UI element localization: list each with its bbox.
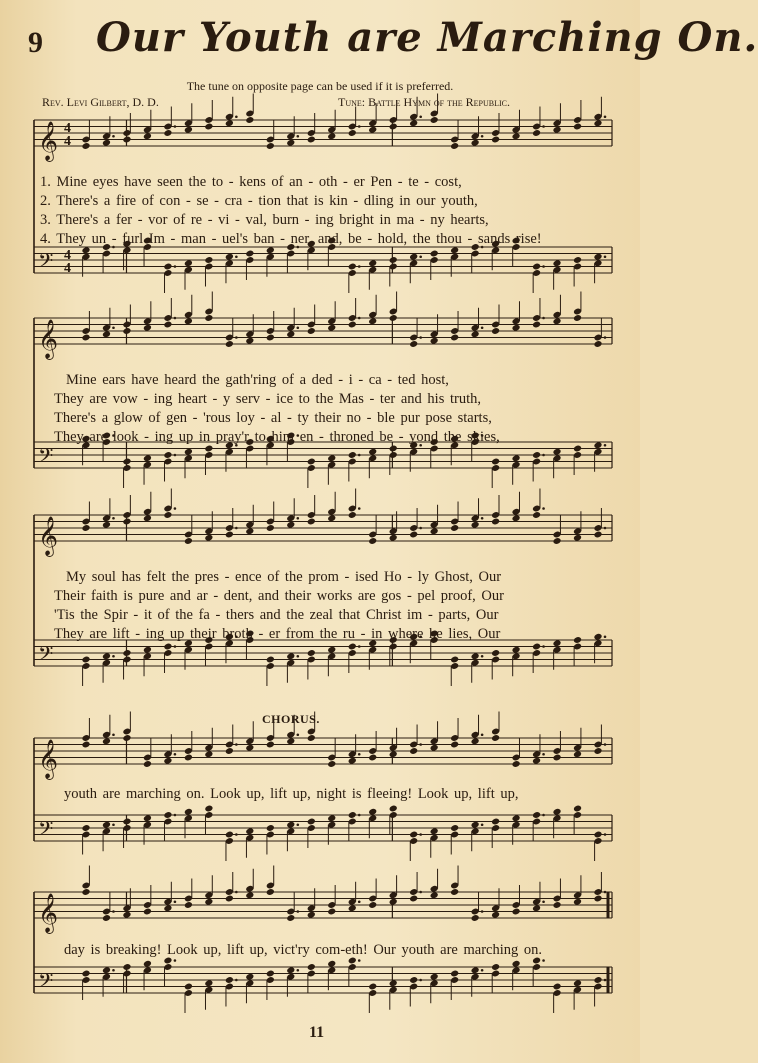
notehead — [389, 256, 398, 264]
notehead — [81, 970, 90, 978]
notehead — [348, 321, 357, 329]
notehead — [573, 256, 582, 264]
dot — [112, 969, 115, 972]
notehead — [532, 811, 541, 819]
notehead — [307, 818, 316, 826]
dot — [419, 891, 422, 894]
notehead — [368, 537, 377, 545]
dot — [419, 115, 422, 118]
notehead — [512, 908, 521, 916]
treble-clef-icon: 𝄞 — [38, 516, 59, 556]
dot — [542, 454, 545, 457]
notehead — [225, 340, 234, 348]
notehead — [143, 760, 152, 768]
notehead — [307, 649, 316, 657]
dot — [297, 910, 300, 913]
notehead — [307, 327, 316, 335]
notehead — [450, 970, 459, 978]
notehead — [348, 511, 357, 519]
treble-clef-icon: 𝄞 — [38, 893, 59, 933]
notehead — [163, 263, 172, 271]
dot — [358, 959, 361, 962]
dot — [542, 753, 545, 756]
dot — [174, 645, 177, 648]
dot — [112, 733, 115, 736]
notehead — [122, 818, 131, 826]
notehead — [430, 116, 439, 124]
notehead — [286, 914, 295, 922]
dot — [542, 814, 545, 817]
notehead — [327, 760, 336, 768]
notehead — [184, 537, 193, 545]
system-3-verse-4: They are lift - ing up their broth - er from the ru - in where he lies, Our — [54, 626, 501, 642]
chorus-label: CHORUS. — [262, 712, 320, 726]
notehead — [348, 129, 357, 137]
system-1-verse-1: 1. Mine eyes have seen the to - kens of an - oth - er Pen - te - cost, — [40, 174, 462, 190]
notehead — [553, 537, 562, 545]
dot — [297, 517, 300, 520]
notehead — [163, 511, 172, 519]
notehead — [81, 824, 90, 832]
notehead — [368, 901, 377, 909]
chorus-lyric-line-2: day is breaking! Look up, lift up, vict'ry com-eth! Our youth are marching on. — [64, 942, 542, 958]
notehead — [409, 747, 418, 755]
dot — [358, 814, 361, 817]
notehead — [225, 831, 234, 839]
dot — [297, 969, 300, 972]
notehead — [184, 983, 193, 991]
notehead — [389, 123, 398, 131]
notehead — [307, 734, 316, 742]
notehead — [532, 129, 541, 137]
tune-credit — [338, 95, 510, 110]
system-2-verse-1: Mine ears have heard the gath'ring of a ded - i - ca - ted host, — [66, 372, 449, 388]
bass-clef-icon: 𝄢 — [38, 249, 54, 277]
dot — [604, 635, 607, 638]
dot — [112, 910, 115, 913]
notehead — [204, 314, 213, 322]
dot — [297, 135, 300, 138]
time-signature-top: 4 — [64, 248, 71, 263]
notehead — [122, 136, 131, 144]
notehead — [409, 531, 418, 539]
notehead — [409, 895, 418, 903]
dot — [235, 979, 238, 982]
notehead — [450, 524, 459, 532]
bass-staff — [34, 957, 612, 1013]
notehead — [348, 263, 357, 271]
notehead — [491, 136, 500, 144]
dot — [419, 743, 422, 746]
system-3-verse-3: 'Tis the Spir - it of the fa - thers and the zeal that Christ im - parts, Our — [54, 607, 499, 623]
notehead — [81, 741, 90, 749]
notehead — [81, 656, 90, 664]
dot — [235, 743, 238, 746]
dot — [174, 265, 177, 268]
time-signature-bottom: 4 — [64, 261, 71, 276]
dot — [419, 833, 422, 836]
author-credit — [42, 95, 159, 110]
notehead — [163, 811, 172, 819]
system-1-verse-4: 4. They un - furl Im - man - uel's ban - ner, and, be - hold, the thou - sands rise! — [40, 231, 542, 247]
system-1-verse-2: 2. There's a fire of con - se - cra - tion that is kin - dling in our youth, — [40, 193, 478, 209]
notehead — [553, 983, 562, 991]
notehead — [573, 805, 582, 813]
notehead — [368, 983, 377, 991]
notehead — [573, 314, 582, 322]
notehead — [266, 970, 275, 978]
dot — [419, 255, 422, 258]
notehead — [512, 760, 521, 768]
dot — [235, 527, 238, 530]
notehead — [450, 824, 459, 832]
dot — [419, 979, 422, 982]
notehead — [307, 458, 316, 466]
treble-staff — [34, 712, 612, 781]
dot — [542, 645, 545, 648]
notehead — [450, 888, 459, 896]
notehead — [348, 811, 357, 819]
notehead — [450, 656, 459, 664]
notehead — [122, 458, 131, 466]
notehead — [491, 963, 500, 971]
notehead — [163, 321, 172, 329]
dot — [358, 900, 361, 903]
notehead — [471, 914, 480, 922]
notehead — [450, 334, 459, 342]
notehead — [532, 451, 541, 459]
notehead — [245, 250, 254, 258]
dot — [174, 959, 177, 962]
notehead — [450, 142, 459, 150]
notehead — [204, 123, 213, 131]
notehead — [327, 908, 336, 916]
notehead — [593, 895, 602, 903]
dot — [174, 814, 177, 817]
notehead — [204, 805, 213, 813]
bass-clef-icon: 𝄢 — [38, 817, 54, 845]
dot — [174, 454, 177, 457]
dot — [604, 115, 607, 118]
treble-staff — [34, 866, 612, 935]
dot — [358, 507, 361, 510]
time-signature-bottom: 4 — [64, 134, 71, 149]
dot — [297, 655, 300, 658]
notehead — [81, 142, 90, 150]
system-3-verse-1: My soul has felt the pres - ence of the prom - ised Ho - ly Ghost, Our — [66, 569, 502, 585]
notehead — [409, 340, 418, 348]
notehead — [225, 747, 234, 755]
notehead — [593, 531, 602, 539]
dot — [112, 823, 115, 826]
dot — [174, 900, 177, 903]
notehead — [573, 123, 582, 131]
notehead — [266, 741, 275, 749]
author-name: Rev. Levi Gilbert, D. D. — [42, 95, 159, 109]
bass-staff — [34, 805, 612, 861]
notehead — [491, 818, 500, 826]
notehead — [593, 831, 602, 839]
dot — [112, 655, 115, 658]
notehead — [266, 656, 275, 664]
notehead — [430, 250, 439, 258]
notehead — [266, 334, 275, 342]
notehead — [184, 901, 193, 909]
system-3-verse-2: Their faith is pure and ar - dent, and their works are gos - pel proof, Our — [54, 588, 504, 604]
notehead — [122, 518, 131, 526]
dot — [174, 507, 177, 510]
notehead — [573, 445, 582, 453]
system-1-verse-3: 3. There's a fer - vor of re - vi - val, burn - ing bright in ma - ny hearts, — [40, 212, 489, 228]
dot — [481, 733, 484, 736]
notehead — [307, 963, 316, 971]
dot — [419, 527, 422, 530]
dot — [604, 833, 607, 836]
system-2-verse-3: There's a glow of gen - 'rous loy - al - ty their no - ble pur pose starts, — [54, 410, 492, 426]
notehead — [348, 643, 357, 651]
dot — [542, 507, 545, 510]
notehead — [184, 754, 193, 762]
dot — [112, 135, 115, 138]
dot — [481, 517, 484, 520]
notehead — [143, 908, 152, 916]
notehead — [491, 649, 500, 657]
dot — [481, 655, 484, 658]
treble-clef-icon: 𝄞 — [38, 739, 59, 779]
dot — [542, 317, 545, 320]
notehead — [491, 458, 500, 466]
notehead — [409, 831, 418, 839]
dot — [112, 517, 115, 520]
system-2-verse-4: They are look - ing up in pray'r to him en - throned be - yond the skies, — [54, 429, 500, 445]
hymn-number: 9 — [28, 26, 43, 59]
notehead — [204, 256, 213, 264]
dot — [112, 326, 115, 329]
dot — [358, 454, 361, 457]
notehead — [266, 142, 275, 150]
dot — [174, 125, 177, 128]
notehead — [389, 314, 398, 322]
dot — [235, 833, 238, 836]
dot — [481, 910, 484, 913]
dot — [604, 336, 607, 339]
notehead — [491, 734, 500, 742]
dot — [358, 753, 361, 756]
notehead — [163, 451, 172, 459]
notehead — [122, 734, 131, 742]
dot — [542, 125, 545, 128]
notehead — [532, 643, 541, 651]
notehead — [368, 754, 377, 762]
dot — [604, 743, 607, 746]
notehead — [389, 805, 398, 813]
notehead — [81, 334, 90, 342]
notehead — [450, 741, 459, 749]
dot — [419, 336, 422, 339]
notehead — [225, 895, 234, 903]
notehead — [491, 327, 500, 335]
dot — [297, 823, 300, 826]
hymn-title: Our Youth are Marching On. — [96, 14, 758, 61]
dot — [542, 265, 545, 268]
notehead — [348, 451, 357, 459]
treble-clef-icon: 𝄞 — [38, 121, 59, 161]
notehead — [163, 129, 172, 137]
notehead — [491, 518, 500, 526]
dot — [235, 115, 238, 118]
notehead — [409, 976, 418, 984]
dot — [297, 733, 300, 736]
notehead — [122, 649, 131, 657]
dot — [542, 959, 545, 962]
dot — [481, 135, 484, 138]
notehead — [122, 327, 131, 335]
dot — [297, 326, 300, 329]
system-2-verse-2: They are vow - ing heart - y serv - ice to the Mas - ter and his truth, — [54, 391, 481, 407]
notehead — [102, 914, 111, 922]
dot — [604, 255, 607, 258]
dot — [358, 645, 361, 648]
notehead — [122, 963, 131, 971]
bass-clef-icon: 𝄢 — [38, 969, 54, 997]
music-system-3 — [0, 500, 640, 710]
notehead — [532, 263, 541, 271]
notehead — [593, 976, 602, 984]
dot — [358, 125, 361, 128]
notehead — [573, 636, 582, 644]
notehead — [553, 901, 562, 909]
notehead — [593, 340, 602, 348]
notehead — [307, 518, 316, 526]
tune-name: Tune: Battle Hymn of the Republic. — [338, 95, 510, 109]
dot — [604, 444, 607, 447]
notehead — [81, 888, 90, 896]
notehead — [532, 321, 541, 329]
dot — [235, 336, 238, 339]
dot — [604, 979, 607, 982]
time-signature-top: 4 — [64, 121, 71, 136]
dot — [174, 317, 177, 320]
page-number: 11 — [309, 1024, 325, 1041]
dot — [235, 255, 238, 258]
dot — [481, 326, 484, 329]
notehead — [266, 824, 275, 832]
notehead — [532, 511, 541, 519]
dot — [358, 317, 361, 320]
notehead — [266, 888, 275, 896]
notehead — [553, 754, 562, 762]
dot — [542, 900, 545, 903]
dot — [235, 891, 238, 894]
bass-clef-icon: 𝄢 — [38, 642, 54, 670]
dot — [481, 969, 484, 972]
bass-clef-icon: 𝄢 — [38, 444, 54, 472]
notehead — [266, 524, 275, 532]
tune-note: The tune on opposite page can be used if it is preferred. — [186, 79, 454, 93]
dot — [358, 265, 361, 268]
notehead — [163, 643, 172, 651]
notehead — [225, 531, 234, 539]
dot — [174, 753, 177, 756]
dot — [604, 527, 607, 530]
notehead — [245, 116, 254, 124]
chorus-lyric-line-1: youth are marching on. Look up, lift up, night is fleeing! Look up, lift up, — [64, 786, 519, 802]
notehead — [593, 747, 602, 755]
dot — [481, 823, 484, 826]
dot — [604, 891, 607, 894]
notehead — [307, 136, 316, 144]
notehead — [81, 524, 90, 532]
notehead — [225, 976, 234, 984]
treble-clef-icon: 𝄞 — [38, 319, 59, 359]
